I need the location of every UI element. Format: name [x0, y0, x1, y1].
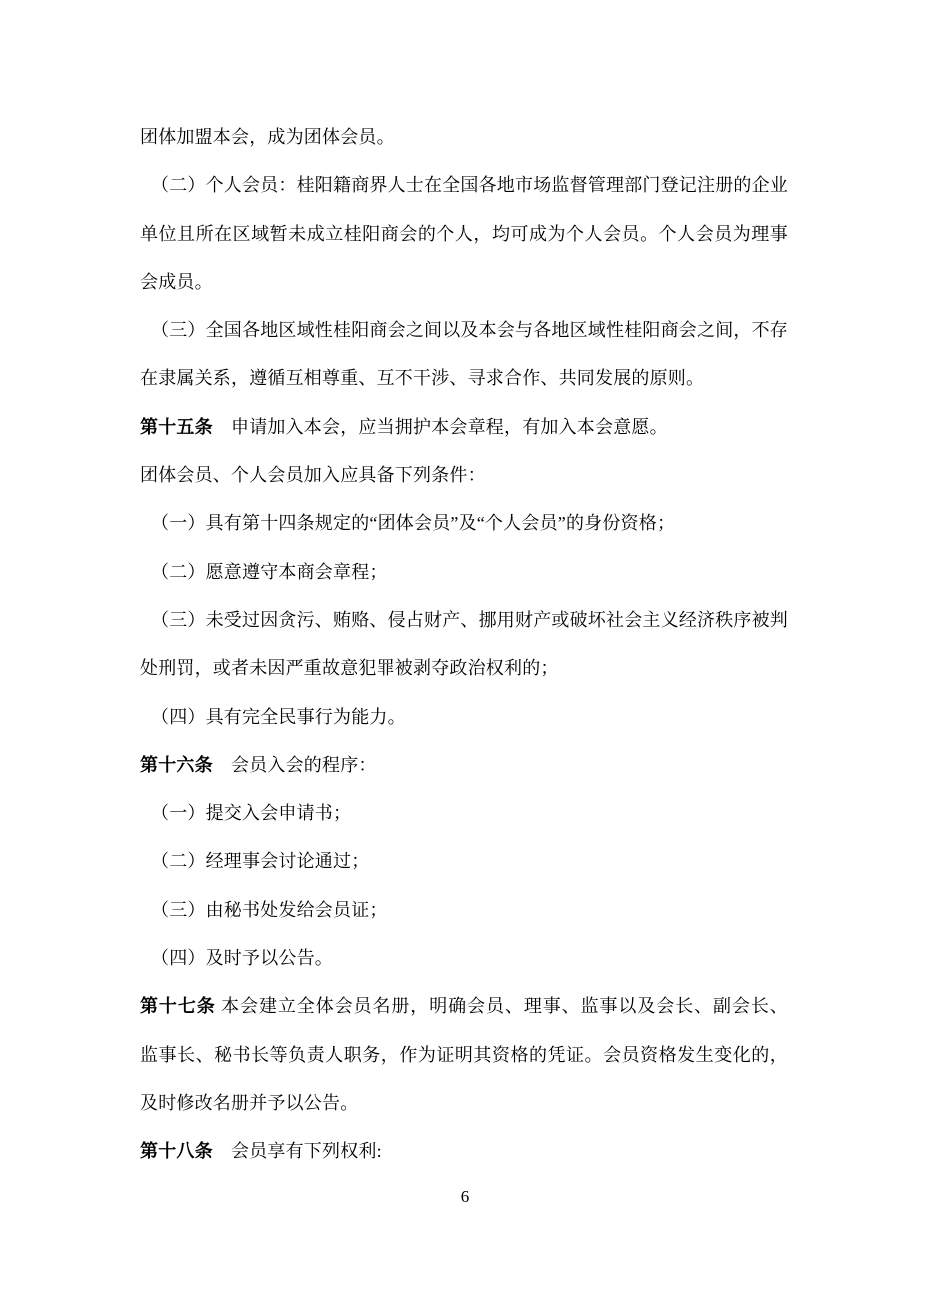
document-line	[140, 1031, 788, 1079]
article-number: 第十八条	[140, 1141, 213, 1162]
line-text: （三）全国各地区域性桂阳商会之间以及本会与各地区域性桂阳商会之间，不存	[151, 320, 788, 341]
line-text: 会员享有下列权利:	[212, 1141, 382, 1162]
article-number: 第十五条	[140, 416, 213, 437]
document-line	[140, 258, 788, 306]
line-text: （二）愿意遵守本商会章程；	[151, 561, 388, 582]
article-line	[140, 403, 788, 451]
article-line	[140, 1127, 788, 1175]
article-number: 第十六条	[140, 754, 213, 775]
line-text: （一）提交入会申请书；	[151, 803, 352, 824]
line-text: （二）个人会员：桂阳籍商界人士在全国各地市场监督管理部门登记注册的企业	[151, 175, 788, 196]
line-text: 会员入会的程序：	[212, 754, 377, 775]
line-text: 团体会员、个人会员加入应具备下列条件：	[140, 465, 486, 486]
document-line	[140, 934, 788, 982]
line-text: 申请加入本会，应当拥护本会章程，有加入本会意愿。	[212, 416, 668, 437]
document-line	[140, 499, 788, 547]
document-line	[140, 644, 788, 692]
line-text: 及时修改名册并予以公告。	[140, 1092, 359, 1113]
line-text: （一）具有第十四条规定的“团体会员”及“个人会员”的身份资格；	[151, 513, 676, 534]
line-text: 在隶属关系，遵循互相尊重、互不干涉、寻求合作、共同发展的原则。	[140, 368, 705, 389]
document-line	[140, 837, 788, 885]
document-line	[140, 451, 788, 499]
document-body	[140, 113, 788, 1176]
article-line	[140, 982, 788, 1030]
document-line	[140, 306, 788, 354]
line-text: （四）具有完全民事行为能力。	[151, 706, 406, 727]
line-text: 监事长、秘书长等负责人职务，作为证明其资格的凭证。会员资格发生变化的，	[140, 1044, 788, 1065]
line-text: （三）未受过因贪污、贿赂、侵占财产、挪用财产或破坏社会主义经济秩序被判	[151, 609, 788, 630]
article-line	[140, 741, 788, 789]
line-text: 团体加盟本会，成为团体会员。	[140, 127, 395, 147]
document-line	[140, 210, 788, 258]
line-text: （三）由秘书处发给会员证；	[151, 899, 388, 920]
document-line	[140, 161, 788, 209]
line-text: （四）及时予以公告。	[151, 948, 333, 969]
document-line	[140, 789, 788, 837]
document-line	[140, 1079, 788, 1127]
line-text: 单位且所在区域暂未成立桂阳商会的个人，均可成为个人会员。个人会员为理事	[140, 223, 788, 244]
line-text: 本会建立全体会员名册，明确会员、理事、监事以及会长、副会长、	[215, 996, 788, 1017]
document-line	[140, 596, 788, 644]
article-number: 第十七条	[140, 996, 216, 1017]
line-text: （二）经理事会讨论通过；	[151, 851, 370, 872]
page-number: 6	[460, 1187, 470, 1206]
document-line	[140, 548, 788, 596]
document-line	[140, 113, 788, 161]
document-line	[140, 886, 788, 934]
line-text: 处刑罚，或者未因严重故意犯罪被剥夺政治权利的；	[140, 658, 559, 679]
document-line	[140, 354, 788, 402]
document-line	[140, 693, 788, 741]
line-text: 会成员。	[140, 271, 213, 292]
